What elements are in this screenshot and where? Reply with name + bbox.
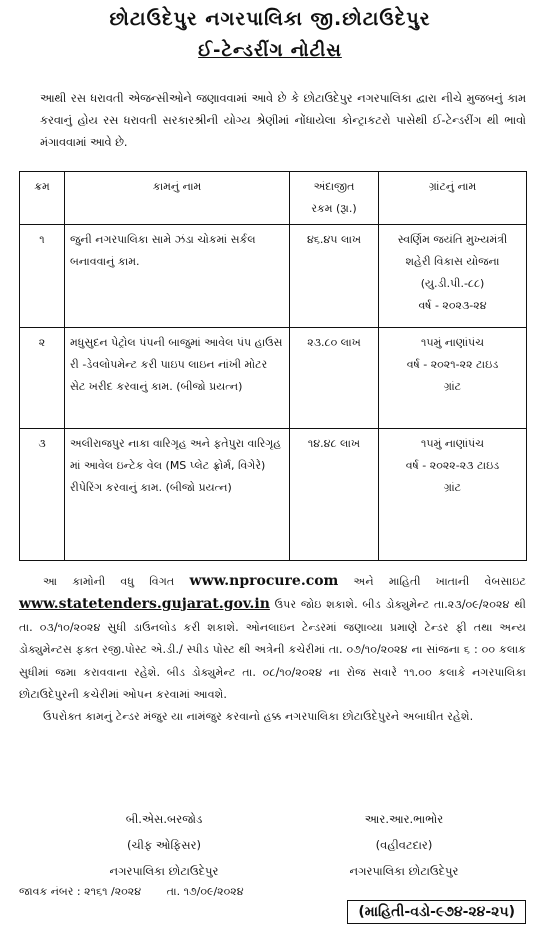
works-table <box>19 171 527 561</box>
grant-line: ૧૫મું નાણાંપંચ <box>421 437 484 450</box>
signatory-office: નગરપાલિકા છોટાઉદેપુર <box>109 864 219 878</box>
grant-line: ગ્રાંટ <box>443 380 462 393</box>
notice-title: છોટાઉદેપુર નગરપાલિકા જી.છોટાઉદેપુર <box>109 8 431 30</box>
row-work-name: જુની નગરપાલિકા સામે ઝંડા ચોકમાં સર્કલ બનાવવાનું કામ. <box>65 225 290 328</box>
header-amount-line1: અંદાજીત <box>313 180 355 193</box>
header-amount <box>290 172 379 225</box>
nprocure-link[interactable]: www.nprocure.com <box>189 573 339 589</box>
grant-line: વર્ષ - ૨૦૨૩-૨૪ <box>418 299 487 312</box>
row-grant <box>379 328 527 429</box>
row-work-name: અલીરાજપુર નાકા વારિગૃહ અને ફતેપુરા વારિગૃહ માં આવેલ ઇન્ટેક વેલ (MS પ્લેટ ફ્રોર્મ, વિગેરે) રીપેરિંગ કરવાનું કામ. (બીજો પ્રયત્ન) <box>65 429 290 561</box>
details-paragraph <box>19 570 526 729</box>
info-code-box: (માહિતી-વડો-૯૭૪-૨૪-૨૫) <box>347 900 526 924</box>
table-row <box>20 429 527 561</box>
grant-line: ૧૫મું નાણાંપંચ <box>421 336 484 349</box>
intro-text: આથી રસ ધરાવતી એજન્સીઓને જણાવવામાં આવે છે કે છોટાઉદેપુર નગરપાલિકા દ્વારા નીચે મુજબનું કામ કરવાનું હોય રસ ધરાવતી સરકારશ્રીની યોગ્ય શ્રેણીમાં નોંધાયેલા કોન્ટ્રાકટરો પાસેથી ઈ-ટેન્ડરીંગ થી ભાવો મંગાવવામાં આવે છે. <box>40 92 526 149</box>
grant-line: વર્ષ - ૨૦૨૧-૨૨ ટાઇડ <box>406 358 499 371</box>
header-no: ક્રમ <box>20 172 65 225</box>
grant-line: શહેરી વિકાસ યોજના <box>405 255 500 268</box>
details-text-3: ઉપર જોઇ શકાશે. બીડ ડોક્યુમેન્ટ તા.૨૩/૦૯/૨૦૨૪ થી તા. ૦૩/૧૦/૨૦૨૪ સુધી ડાઉનલોડ કરી શકાશે. ઓનલાઇન ટેન્ડરમાં જણાવ્યા પ્રમાણે ટેન્ડર ફી તથા અન્ય ડોક્યુમેન્ટસ ફક્ત રજી.પોસ્ટ એ.ડી./ સ્પીડ પોસ્ટ થી અત્રેની કચેરીમાં તા. ૦૭/૧૦/૨૦૨૪ ના સાંજના ૬ : ૦૦ કલાક સુધીમાં જમા કરાવવાના રહેશે. બીડ ડોક્યુમેન્ટ તા. ૦૮/૧૦/૨૦૨૪ ના રોજ સવારે ૧૧.૦૦ કલાકે નગરપાલિકા છોટાઉદેપુરની કચેરીમાં ઓપન કરવામાં આવશે. <box>19 598 526 702</box>
grant-line: ગ્રાંટ <box>443 481 462 494</box>
header-grant: ગ્રાંટનું નામ <box>379 172 527 225</box>
rights-text: ઉપરોક્ત કામનું ટેન્ડર મંજુર યા નામંજુર કરવાનો હક્ક નગરપાલિકા છોટાઉદેપુરને અબાધીત રહેશે. <box>43 710 474 724</box>
table-row <box>20 225 527 328</box>
details-text-2: અને માહિતી ખાતાની વેબસાઇટ <box>353 575 526 588</box>
row-work-name: મધુસુદન પેટ્રોલ પંપની બાજુમાં આવેલ પંપ હાઉસ રી -ડેવલોપમેન્ટ કરી પાઇપ લાઇન નાંખી મોટર સેટ ખરીદ કરવાનું કામ. (બીજો પ્રયત્ન) <box>65 328 290 429</box>
row-no: ૨ <box>20 328 65 429</box>
signature-left <box>74 806 254 884</box>
table-row <box>20 328 527 429</box>
signature-right <box>309 806 499 884</box>
row-no: ૩ <box>20 429 65 561</box>
row-amount: ૧૪.૪૮ લાખ <box>290 429 379 561</box>
row-grant <box>379 225 527 328</box>
row-amount: ૪૬.૪૫ લાખ <box>290 225 379 328</box>
row-amount: ૨૩.૮૦ લાખ <box>290 328 379 429</box>
footer-date: તા. ૧૭/૦૯/૨૦૨૪ <box>166 885 244 898</box>
signatory-title: (વહીવટદાર) <box>375 838 433 852</box>
signatory-title: (ચીફ ઓફિસર) <box>126 838 202 852</box>
notice-subtitle: ઈ-ટેન્ડરીંગ નોટીસ <box>198 40 342 61</box>
outward-number: જાવક નંબર : ૨૧૬૧ /૨૦૨૪ <box>19 885 142 898</box>
statetenders-link[interactable]: www.statetenders.gujarat.gov.in <box>19 596 270 613</box>
grant-line: સ્વર્ણિમ જયંતિ મુખ્યમંત્રી <box>397 233 508 246</box>
row-grant <box>379 429 527 561</box>
works-table-header <box>20 172 527 225</box>
intro-paragraph <box>40 88 526 154</box>
header-amount-line2: રકમ (રૂા.) <box>311 202 357 215</box>
footer-reference <box>19 885 244 899</box>
header-work-name: કામનું નામ <box>65 172 290 225</box>
row-no: ૧ <box>20 225 65 328</box>
grant-line: વર્ષ - ૨૦૨૨-૨૩ ટાઇડ <box>405 459 500 472</box>
details-text-1: આ કામોની વધુ વિગત <box>43 575 175 588</box>
signatory-office: નગરપાલિકા છોટાઉદેપુર <box>349 864 459 878</box>
signatory-name: આર.આર.ભાભોર <box>364 812 444 826</box>
grant-line: (યુ.ડી.પી.-૮૮) <box>420 277 485 290</box>
signatory-name: બી.એસ.બરજોડ <box>125 812 203 826</box>
notice-subtitle-wrap <box>0 40 540 61</box>
